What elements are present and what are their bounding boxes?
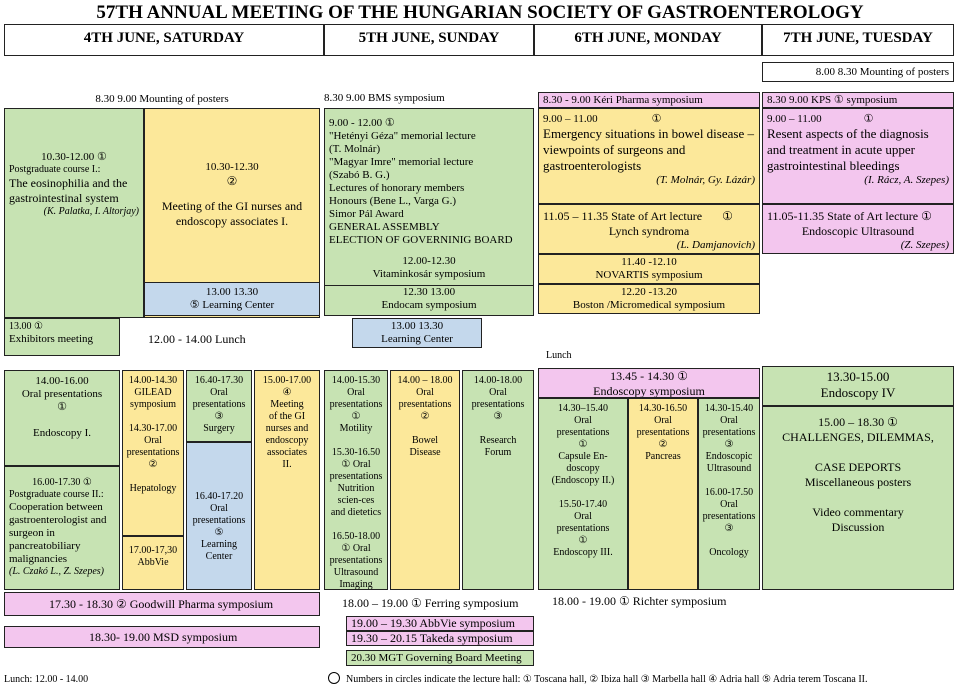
takeda-symposium: 19.30 – 20.15 Takeda symposium <box>346 631 534 646</box>
day-header-saturday: 4TH JUNE, SATURDAY <box>4 24 324 56</box>
keri-pharma-symposium: 8.30 - 9.00 Kéri Pharma symposium <box>538 92 760 108</box>
endocam-symposium: 12.30 13.00 Endocam symposium <box>324 286 534 316</box>
sunday-lectures: 9.00 - 12.00 ① "Hetényi Géza" memorial lecture (T. Molnár) "Magyar Imre" memorial lecture (Szabó B. G.) Lectures of honorary members Honours (Bene L., Varga G.) Simor Pál Award GENERAL ASSEMBLY ELECTION OF GOVERNINIG BOARD <box>324 108 534 258</box>
exhibitors-meeting: 13.00 ① Exhibitors meeting <box>4 318 120 356</box>
endoscopy-symposium: 13.45 - 14.30 ① Endoscopy symposium <box>538 368 760 398</box>
hall-legend: Numbers in circles indicate the lecture hall: ① Toscana hall, ② Ibiza hall ③ Marbella hall ④ Adria hall ⑤ Adria terem Toscana II. <box>346 674 868 685</box>
bms-symposium: 8.30 9.00 BMS symposium <box>324 92 534 108</box>
pancreas-presentations: 14.30-16.50 Oral presentations ② Pancreas <box>628 398 698 590</box>
mgt-meeting: 20.30 MGT Governing Board Meeting <box>346 650 534 666</box>
capsule-endoscopy: 14.30–15.40 Oral presentations ① Capsule En- doscopy (Endoscopy II.) 15.50-17.40 Oral presentations ① Endoscopy III. <box>538 398 628 590</box>
page-title: 57TH ANNUAL MEETING OF THE HUNGARIAN SOCIETY OF GASTROENTEROLOGY <box>96 2 864 23</box>
bowel-disease: 14.00 – 18.00 Oral presentations ② Bowel Disease <box>390 370 460 590</box>
emergency-situations: 9.00 – 11.00 ① Emergency situations in bowel disease – viewpoints of surgeons and gastroenterologists (T. Molnár, Gy. Lázár) <box>538 108 760 204</box>
challenges-dilemmas: 15.00 – 18.30 ① CHALLENGES, DILEMMAS, CASE DEPORTS Miscellaneous posters Video commentary Discussion <box>762 406 954 590</box>
saturday-lunch: 12.00 - 14.00 Lunch <box>120 318 320 356</box>
day-header-monday: 6TH JUNE, MONDAY <box>534 24 762 56</box>
goodwill-symposium: 17.30 - 18.30 ② Goodwill Pharma symposium <box>4 592 320 616</box>
state-of-art-endoscopic-ultrasound: 11.05-11.35 State of Art lecture ① Endoscopic Ultrasound (Z. Szepes) <box>762 204 954 254</box>
monday-lunch: Lunch <box>546 350 572 361</box>
day-header-tuesday: 7TH JUNE, TUESDAY <box>762 24 954 56</box>
gi-nurses-meeting-1: 10.30-12.30 ② Meeting of the GI nurses and endoscopy associates I. <box>144 108 320 318</box>
saturday-mounting: 8.30 9.00 Mounting of posters <box>4 92 320 108</box>
msd-symposium: 18.30- 19.00 MSD symposium <box>4 626 320 648</box>
abbvie-symposium: 19.00 – 19.30 AbbVie symposium <box>346 616 534 631</box>
learning-center-sunday: 13.00 13.30 Learning Center <box>352 318 482 348</box>
postgraduate-course-2: 16.00-17.30 ① Postgraduate course II.: Cooperation between gastroenterologist and surgeon in pancreatobiliary malignancies (L. Czakó L., Z. Szepes) <box>4 466 120 590</box>
postgraduate-course-1: 10.30-12.00 ① Postgraduate course I.: The eosinophilia and the gastrointestinal system (K. Palatka, I. Altorjay) <box>4 108 144 318</box>
ferring-symposium: 18.00 – 19.00 ① Ferring symposium <box>324 592 534 616</box>
endoscopy-4: 13.30-15.00 Endoscopy IV <box>762 366 954 406</box>
gilead-hepatology: 14.00-14.30 GILEAD symposium 14.30-17.00 Oral presentations ② Hepatology <box>122 370 184 536</box>
novartis-symposium: 11.40 -12.10 NOVARTIS symposium <box>538 254 760 284</box>
surgery-presentations: 16.40-17.30 Oral presentations ③ Surgery <box>186 370 252 442</box>
endoscopy-1: 14.00-16.00 Oral presentations ① Endoscopy I. <box>4 370 120 466</box>
research-forum: 14.00-18.00 Oral presentations ③ Research Forum <box>462 370 534 590</box>
kps-symposium: 8.30 9.00 KPS ① symposium <box>762 92 954 108</box>
tuesday-mounting: 8.00 8.30 Mounting of posters <box>762 62 954 82</box>
lynch-lecture: 11.05 – 11.35 State of Art lecture ① Lynch syndroma (L. Damjanovich) <box>538 204 760 254</box>
endoscopic-ultrasound-oncology: 14.30-15.40 Oral presentations ③ Endoscopic Ultrasound 16.00-17.50 Oral presentations ③ Oncology <box>698 398 760 590</box>
richter-symposium: 18.00 - 19.00 ① Richter symposium <box>552 594 762 616</box>
gi-nurses-meeting-2: 15.00-17.00 ④ Meeting of the GI nurses and endoscopy associates II. <box>254 370 320 590</box>
boston-symposium: 12.20 -13.20 Boston /Micromedical symposium <box>538 284 760 314</box>
legend-circle-icon <box>328 672 340 684</box>
day-header-sunday: 5TH JUNE, SUNDAY <box>324 24 534 56</box>
diagnosis-treatment-bleedings: 9.00 – 11.00 ① Resent aspects of the diagnosis and treatment in acute upper gastrointestinal bleedings (I. Rácz, A. Szepes) <box>762 108 954 204</box>
footer-lunch: Lunch: 12.00 - 14.00 <box>4 674 89 685</box>
sunday-hall-1: 14.00-15.30 Oral presentations ① Motility 15.30-16.50 ① Oral presentations Nutrition scien-ces and dietetics 16.50-18.00 ① Oral presentations Ultrasound Imaging <box>324 370 388 590</box>
learning-center-saturday: 13.00 13.30 ⑤ Learning Center <box>144 282 320 316</box>
abbvie-saturday: 17.00-17,30 AbbVie <box>122 536 184 590</box>
vitaminkosar-symposium: 12.00-12.30 Vitaminkosár symposium <box>324 254 534 286</box>
learning-center-presentations: 16.40-17.20 Oral presentations ⑤ Learning Center <box>186 442 252 590</box>
